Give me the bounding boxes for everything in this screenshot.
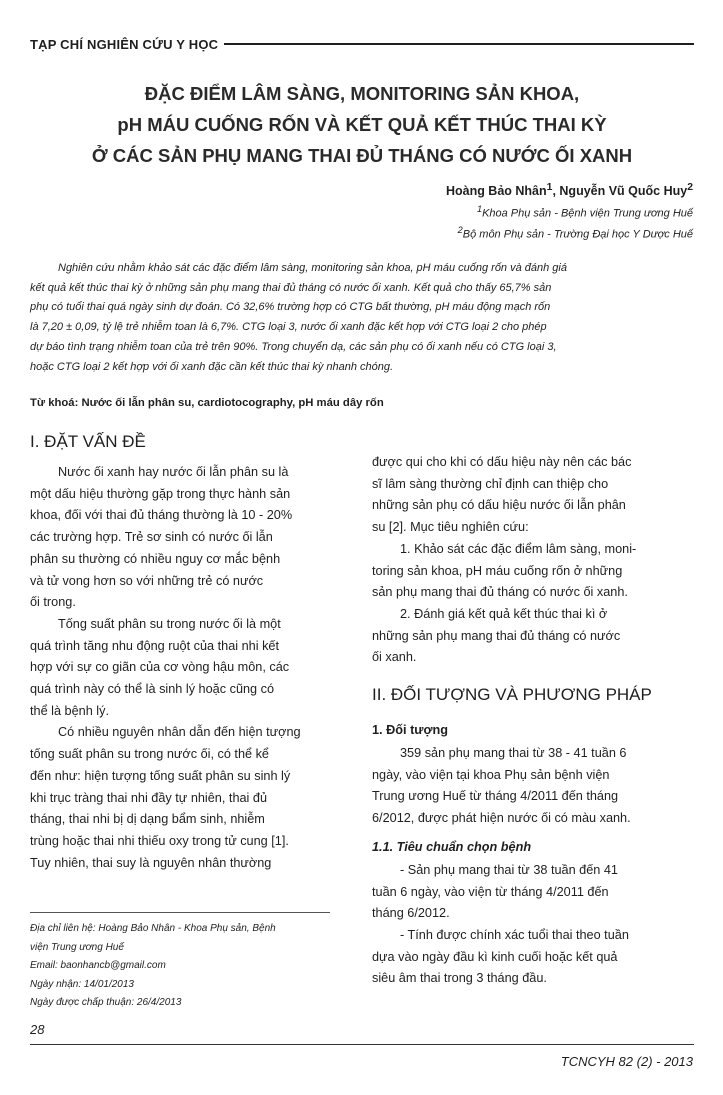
authors — [446, 182, 693, 198]
text-line: - Tính được chính xác tuổi thai theo tuần — [400, 927, 629, 942]
abstract-line: hoặc CTG loại 2 kết hợp với ối xanh đặc cần kết thúc thai kỳ nhanh chóng. — [30, 360, 394, 373]
text-line: - Sản phụ mang thai từ 38 tuần đến 41 — [400, 862, 618, 877]
footnote-address: Địa chỉ liên hệ: Hoàng Bảo Nhân - Khoa Phụ sản, Bệnh — [30, 923, 276, 934]
keywords: Từ khoá: Nước ối lẫn phân su, cardiotocography, pH máu dây rốn — [30, 397, 384, 409]
text-line: Tống suất phân su trong nước ối là một — [58, 616, 281, 631]
abstract-line: Nghiên cứu nhằm khảo sát các đặc điểm lâm sàng, monitoring sản khoa, pH máu cuống rốn và đánh giá — [58, 262, 567, 274]
text-line: ối xanh. — [372, 650, 417, 665]
text-line: ngày, vào viện tại khoa Phụ sản bệnh viện — [372, 767, 610, 782]
title-line: ĐẶC ĐIỂM LÂM SÀNG, MONITORING SẢN KHOA, — [144, 83, 580, 104]
right-column — [372, 452, 694, 990]
abstract-line: dự báo tình trạng nhiễm toan của trẻ trên 90%. Trong chuyển dạ, các sản phụ có ối xanh nếu có CTG loại 3, — [30, 340, 557, 353]
text-line: khi trục tràng thai nhi đầy tự nhiên, thai đủ — [30, 790, 268, 805]
text-line: tuần 6 ngày, vào viện từ tháng 4/2011 đến — [372, 884, 609, 899]
footnote-email: Email: baonhancb@gmail.com — [30, 960, 166, 971]
text-line: những sản phụ có dấu hiệu nước ối lẫn phân — [372, 498, 626, 513]
text-line: 1. Khảo sát các đặc điểm lâm sàng, moni- — [400, 541, 637, 556]
text-line: Trung ương Huế từ tháng 4/2011 đến tháng — [372, 789, 619, 804]
abstract — [30, 259, 694, 377]
author-name: Hoàng Bảo Nhân — [445, 184, 547, 199]
text-line: toring sản khoa, pH máu cuống rốn ở những — [372, 563, 623, 578]
section-heading: I. ĐẶT VẤN ĐỀ — [30, 432, 146, 451]
footnote-accepted: Ngày được chấp thuận: 26/4/2013 — [30, 997, 182, 1008]
text-line: dựa vào ngày đầu kì kinh cuối hoặc kết quả — [372, 949, 618, 964]
text-line: 359 sản phụ mang thai từ 38 - 41 tuần 6 — [400, 746, 627, 761]
body-text — [30, 462, 348, 874]
text-line: một dấu hiệu thường gặp trong thực hành sản — [30, 486, 291, 501]
text-line: Nước ối xanh hay nước ối lẫn phân su là — [58, 465, 289, 479]
section-heading: II. ĐỐI TƯỢNG VÀ PHƯƠNG PHÁP — [372, 685, 652, 705]
footnote-rule — [30, 912, 330, 913]
body-text — [372, 452, 694, 669]
affiliation — [477, 204, 693, 220]
title-line: pH MÁU CUỐNG RỐN VÀ KẾT QUẢ KẾT THÚC THAI KỲ — [117, 114, 607, 135]
affiliation-sup: 2 — [457, 225, 463, 235]
author-sup: 1 — [546, 182, 553, 193]
text-line: sản phụ mang thai đủ tháng có nước ối xanh. — [372, 585, 628, 600]
text-line: phân su thường có nhiều nguy cơ mắc bệnh — [30, 551, 281, 566]
abstract-line: kết quả kết thúc thai kỳ ở những sản phụ mang thai đủ tháng có nước ối xanh. Kết quả cho thấy 65,7% sản — [30, 281, 552, 294]
text-line: đến như: hiện tượng tống suất phân su sinh lý — [30, 768, 291, 783]
page-number: 28 — [30, 1022, 45, 1037]
title-line: Ở CÁC SẢN PHỤ MANG THAI ĐỦ THÁNG CÓ NƯỚC ỐI XANH — [91, 145, 633, 166]
abstract-line: là 7,20 ± 0,09, tỷ lệ trẻ nhiễm toan là 6,7%. CTG loại 3, nước ối xanh đặc kết hợp với CTG loại 2 cho phép — [30, 321, 547, 334]
text-line: 6/2012, được phát hiện nước ối có màu xanh. — [372, 811, 631, 826]
text-line: tháng 6/2012. — [372, 906, 450, 921]
text-line: các trường hợp. Trẻ sơ sinh có nước ối lẫn — [30, 530, 273, 545]
abstract-line: phụ có tuổi thai quá ngày sinh dự đoán. Có 32,6% trường hợp có CTG bất thường, pH máu động mạch rốn — [30, 301, 551, 314]
text-line: khoa, đối với thai đủ tháng thường là 10 - 20% — [30, 508, 293, 523]
text-line: ối trong. — [30, 595, 76, 610]
text-line: được qui cho khi có dấu hiệu này nên các bác — [372, 455, 632, 469]
text-line: trùng hoặc thai nhi thiếu oxy trong tử cung [1]. — [30, 833, 289, 848]
text-line: tháng, thai nhi bị dị dạng bẩm sinh, nhiễm — [30, 812, 265, 827]
author-sup: 2 — [687, 182, 693, 193]
text-line: Tuy nhiên, thai suy là nguyên nhân thường — [30, 855, 272, 870]
author-name: Nguyễn Vũ Quốc Huy — [559, 184, 688, 199]
header-rule — [224, 43, 694, 45]
author-separator: , — [552, 184, 560, 199]
journal-name: TẠP CHÍ NGHIÊN CỨU Y HỌC — [30, 36, 219, 52]
text-line: những sản phụ mang thai đủ tháng có nước — [372, 628, 621, 643]
body-text — [372, 743, 694, 830]
affiliation-text: Bộ môn Phụ sản - Trường Đại học Y Dược Huế — [462, 228, 693, 241]
subsection-heading: 1.1. Tiêu chuẩn chọn bệnh — [372, 839, 532, 854]
left-column — [30, 428, 348, 874]
footnote-received: Ngày nhận: 14/01/2013 — [30, 978, 134, 990]
text-line: hợp với sự co giãn của cơ vòng hậu môn, các — [30, 660, 290, 675]
footnote-address: viện Trung ương Huế — [30, 941, 124, 953]
footnotes — [30, 920, 350, 1013]
text-line: tống suất phân su trong nước ối, có thể kể — [30, 747, 269, 762]
body-text — [372, 860, 694, 990]
text-line: sĩ lâm sàng thường chỉ định can thiệp cho — [372, 476, 609, 491]
text-line: su [2]. Mục tiêu nghiên cứu: — [372, 520, 529, 535]
text-line: thể là bệnh lý. — [30, 703, 109, 718]
text-line: quá trình tăng nhu động ruột của thai nhi kết — [30, 638, 279, 653]
paper-title — [30, 78, 694, 171]
journal-reference: TCNCYH 82 (2) - 2013 — [560, 1054, 693, 1069]
footer-rule — [30, 1044, 694, 1045]
text-line: 2. Đánh giá kết quả kết thúc thai kì ở — [400, 606, 608, 621]
text-line: quá trình này có thể là sinh lý hoặc cũng có — [30, 682, 275, 697]
affiliation — [458, 225, 693, 241]
text-line: Có nhiều nguyên nhân dẫn đến hiện tượng — [58, 725, 301, 740]
affiliation-sup: 1 — [476, 204, 483, 214]
affiliation-text: Khoa Phụ sản - Bệnh viện Trung ương Huế — [482, 207, 693, 220]
journal-header — [30, 34, 694, 54]
text-line: siêu âm thai trong 3 tháng đầu. — [372, 971, 547, 986]
subsection-heading: 1. Đối tượng — [372, 723, 449, 738]
text-line: và tử vong hơn so với những trẻ có nước — [30, 573, 264, 588]
